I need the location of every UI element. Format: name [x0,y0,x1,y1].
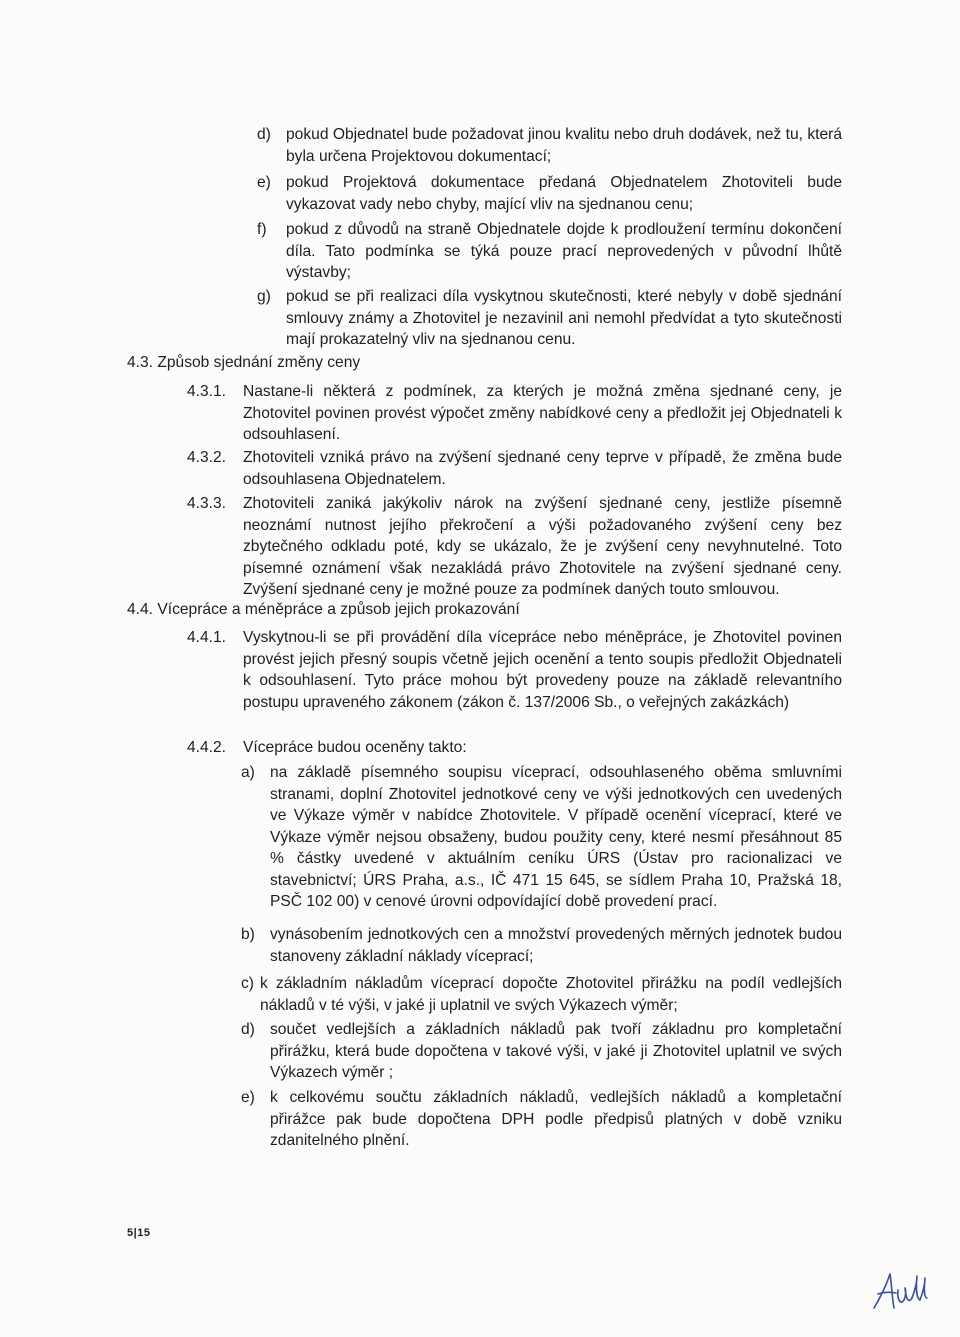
item-e2-label: e) [241,1089,255,1106]
item-e2-text: k celkovému součtu základních nákladů, vedlejších nákladů a kompletační přirážce pak bude dopočtena DPH podle předpisů platných v době vzniku zdanitelného plnění. [270,1089,842,1149]
section-4-4-title: 4.4. Vícepráce a méněpráce a způsob jejich prokazování [127,601,520,618]
item-f-label: f) [257,221,267,238]
item-b-text: vynásobením jednotkových cen a množství provedených měrných jednotek budou stanoveny základní náklady víceprací; [270,926,842,965]
clause-4-3-3-text: Zhotoviteli zaniká jakýkoliv nárok na zvýšení sjednané ceny, jestliže písemně neoznámí nutnost jejího překročení a výši požadovaného zvýšení ceny bez zbytečného odkladu poté, kdy se ukázalo, že je zvýšení ceny nevyhnutelné. Toto písemné oznámení však nezakládá právo Zhotovitele na zvýšení sjednané ceny. Zvýšení sjednané ceny je možné pouze za podmínek daných touto smlouvou. [243,495,842,598]
item-d-label: d) [257,126,271,143]
item-a-text: na základě písemného soupisu víceprací, odsouhlaseného oběma smluvními stranami, doplní Zhotovitel jednotkové ceny ve výši jednotkových cen uvedených ve Výkaze výměr v nabídce Zhotovitele. V případě ocenění víceprací, které ve Výkaze výměr nejsou obsaženy, budou použity ceny, které nesmí přesáhnout 85 % částky uvedené v aktuálním ceníku ÚRS (Ústav pro racionalizaci ve stavebnictví; ÚRS Praha, a.s., IČ 471 15 645, se sídlem Praha 10, Pražská 18, PSČ 102 00) v cenové úrovni odpovídající době provedení prací. [270,764,842,910]
item-e-text: pokud Projektová dokumentace předaná Objednatelem Zhotoviteli bude vykazovat vady nebo chyby, mající vliv na sjednanou cenu; [286,174,842,213]
item-a-label: a) [241,764,255,781]
item-c-text: k základním nákladům víceprací dopočte Zhotovitel přirážku na podíl vedlejších nákladů v té výši, v jaké ji uplatnil ve svých Výkazech výměr; [260,975,842,1014]
page-number: 5|15 [127,1227,151,1239]
item-g-label: g) [257,288,271,305]
item-d2-text: součet vedlejších a základních nákladů pak tvoří základnu pro kompletační přirážku, která bude dopočtena v takové výši, v jaké ji Zhotovitel uplatnil ve svých Výkazech výměr ; [270,1021,842,1081]
clause-4-4-1-text: Vyskytnou-li se při provádění díla vícepráce nebo méněpráce, je Zhotovitel povinen provést jejich přesný soupis včetně jejich ocenění a tento soupis předložit Objednateli k odsouhlasení. Tyto práce mohou být provedeny pouze na základě relevantního postupu upraveného zákonem (zákon č. 137/2006 Sb., o veřejných zakázkách) [243,629,842,711]
clause-4-4-1-number: 4.4.1. [187,629,227,646]
item-e-label: e) [257,174,271,191]
item-d2-label: d) [241,1021,255,1038]
clause-4-4-2-text: Vícepráce budou oceněny takto: [243,739,467,756]
item-d-text: pokud Objednatel bude požadovat jinou kvalitu nebo druh dodávek, než tu, která byla určena Projektovou dokumentací; [286,126,842,165]
item-g-text: pokud se při realizaci díla vyskytnou skutečnosti, které nebyly v době sjednání smlouvy známy a Zhotovitel je nezavinil ani nemohl předvídat a tyto skutečnosti mají prokazatelný vliv na sjednanou cenu. [286,288,842,348]
clause-4-3-2-number: 4.3.2. [187,449,227,466]
clause-4-3-3-number: 4.3.3. [187,495,227,512]
clause-4-3-1-number: 4.3.1. [187,383,227,400]
handwritten-initials-signature [868,1268,928,1312]
clause-4-3-2-text: Zhotoviteli vzniká právo na zvýšení sjednané ceny teprve v případě, že změna bude odsouhlasena Objednatelem. [243,449,842,488]
clause-4-4-2-number: 4.4.2. [187,739,227,756]
section-4-3-title: 4.3. Způsob sjednání změny ceny [127,354,361,371]
item-f-text: pokud z důvodů na straně Objednatele dojde k prodloužení termínu dokončení díla. Tato podmínka se týká pouze prací neprovedených v původní lhůtě výstavby; [286,221,842,281]
item-c-label: c) [241,975,254,992]
clause-4-3-1-text: Nastane-li některá z podmínek, za kterých je možná změna sjednané ceny, je Zhotovitel povinen provést výpočet změny nabídkové ceny a předložit jej Objednateli k odsouhlasení. [243,383,842,443]
item-b-label: b) [241,926,255,943]
